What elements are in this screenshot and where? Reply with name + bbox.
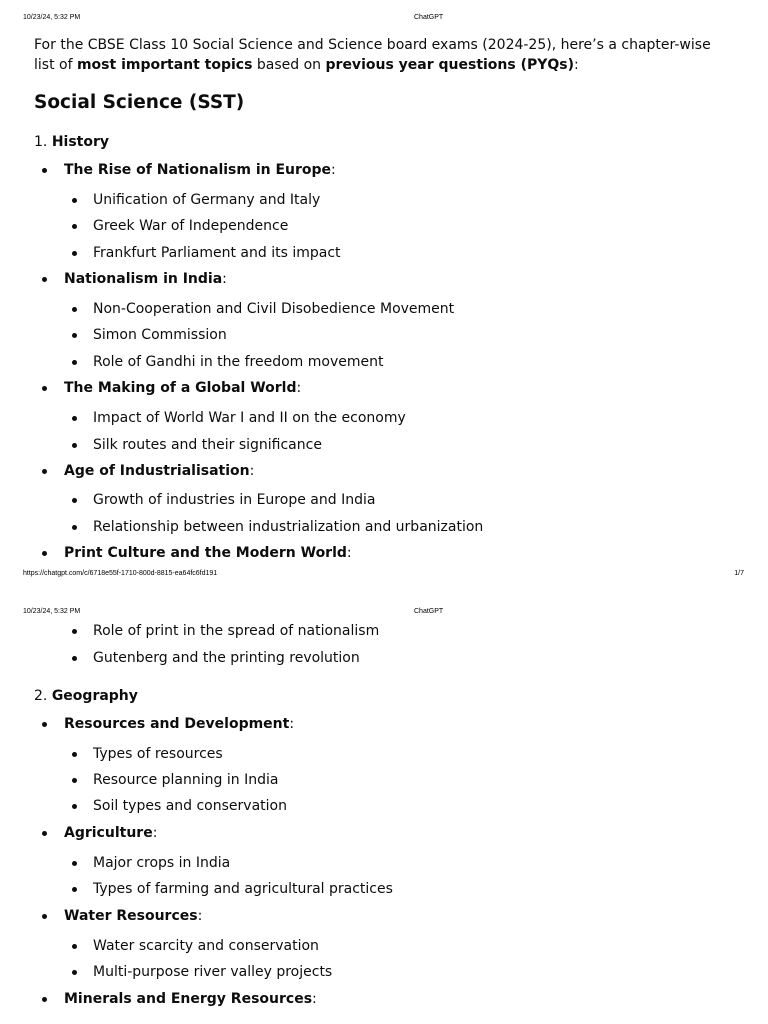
chapter-title: Nationalism in India: — [64, 271, 227, 287]
bullet-icon — [72, 944, 77, 949]
bullet-icon — [42, 997, 47, 1002]
bullet-icon — [72, 498, 77, 503]
subsection-geography: 2. Geography — [34, 688, 138, 704]
topic-item: Unification of Germany and Italy — [93, 192, 321, 208]
chapter-title: The Rise of Nationalism in Europe: — [64, 162, 336, 178]
bullet-icon — [42, 831, 47, 836]
topic-item: Soil types and conservation — [93, 798, 287, 814]
print-datetime: 10/23/24, 5:32 PM — [23, 608, 81, 615]
topic-item: Growth of industries in Europe and India — [93, 492, 376, 508]
bullet-icon — [42, 168, 47, 173]
bullet-icon — [72, 198, 77, 203]
bullet-icon — [72, 251, 77, 256]
bullet-icon — [72, 224, 77, 229]
bullet-icon — [42, 277, 47, 282]
topic-item: Non-Cooperation and Civil Disobedience Movement — [93, 301, 455, 317]
topic-item: Silk routes and their significance — [93, 437, 322, 453]
bullet-icon — [42, 722, 47, 727]
chapter-title: The Making of a Global World: — [64, 380, 302, 396]
topic-item: Gutenberg and the printing revolution — [93, 650, 360, 666]
bullet-icon — [72, 804, 77, 809]
chapter-title: Water Resources: — [64, 908, 203, 924]
page-number: 1/7 — [734, 570, 744, 577]
intro-bold-pyqs: previous year questions (PYQs) — [325, 57, 575, 73]
bullet-icon — [72, 970, 77, 975]
topic-item: Multi-purpose river valley projects — [93, 964, 333, 980]
topic-item: Greek War of Independence — [93, 218, 289, 234]
topic-item: Role of print in the spread of nationalism — [93, 623, 380, 639]
bullet-icon — [72, 656, 77, 661]
topic-item: Major crops in India — [93, 855, 231, 871]
page1-footer — [0, 570, 768, 582]
topic-item: Relationship between industrialization and urbanization — [93, 519, 484, 535]
topic-item: Types of farming and agricultural practices — [93, 881, 393, 897]
bullet-icon — [42, 386, 47, 391]
bullet-icon — [72, 629, 77, 634]
bullet-icon — [42, 469, 47, 474]
topic-item: Role of Gandhi in the freedom movement — [93, 354, 384, 370]
bullet-icon — [72, 861, 77, 866]
chapter-title: Minerals and Energy Resources: — [64, 991, 317, 1007]
topic-item: Types of resources — [93, 746, 223, 762]
topic-item: Frankfurt Parliament and its impact — [93, 245, 341, 261]
bullet-icon — [72, 416, 77, 421]
intro-bold-topics: most important topics — [76, 57, 253, 73]
bullet-icon — [72, 360, 77, 365]
chapter-title: Print Culture and the Modern World: — [64, 545, 352, 561]
bullet-icon — [72, 778, 77, 783]
intro-paragraph: For the CBSE Class 10 Social Science and Science board exams (2024-25), here’s a chapter-wise list of most important topics based on previous year questions (PYQs): — [34, 37, 711, 73]
bullet-icon — [42, 551, 47, 556]
page2-header — [0, 608, 768, 620]
conversation-url: https://chatgpt.com/c/6718e55f-1710-800d-8815-ea64fc6fd191 — [23, 570, 218, 577]
print-app-title: ChatGPT — [414, 608, 444, 615]
topic-item: Impact of World War I and II on the economy — [93, 410, 406, 426]
topic-item: Water scarcity and conservation — [93, 938, 319, 954]
print-app-title: ChatGPT — [414, 14, 444, 21]
bullet-icon — [42, 914, 47, 919]
page1-header — [0, 14, 768, 26]
chapter-title: Agriculture: — [64, 825, 158, 841]
subsection-history: 1. History — [34, 134, 110, 150]
topic-item: Resource planning in India — [93, 772, 279, 788]
print-datetime: 10/23/24, 5:32 PM — [23, 14, 81, 21]
bullet-icon — [72, 443, 77, 448]
topic-item: Simon Commission — [93, 327, 227, 343]
chapter-title: Age of Industrialisation: — [64, 463, 255, 479]
bullet-icon — [72, 887, 77, 892]
chapter-title: Resources and Development: — [64, 716, 295, 732]
bullet-icon — [72, 333, 77, 338]
bullet-icon — [72, 525, 77, 530]
bullet-icon — [72, 752, 77, 757]
bullet-icon — [72, 307, 77, 312]
section-title-sst: Social Science (SST) — [34, 92, 245, 113]
